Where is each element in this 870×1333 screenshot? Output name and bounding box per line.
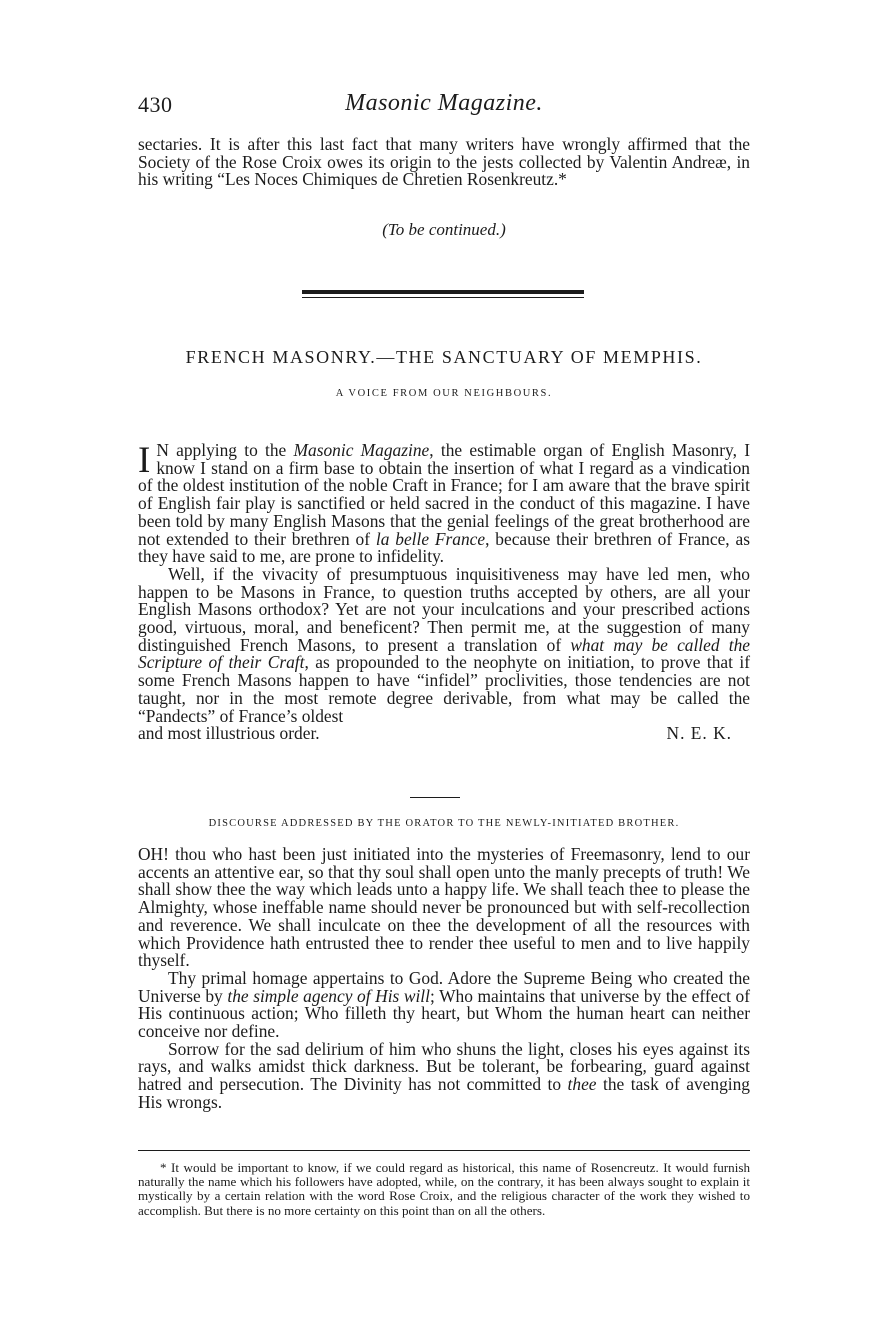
- signature-line: [138, 725, 750, 743]
- short-divider: [410, 797, 460, 798]
- drop-cap: I: [138, 440, 151, 481]
- running-title: Masonic Magazine.: [345, 90, 543, 116]
- intro-p1-text-c: , the estimable organ of English Masonry, I know I stand on a firm base to obtain the insertion of what I regard as a vindication of the oldest institution of the noble Craft in France; for I am aware that the brave spirit of English fair play is sanctified or held sacred in the conduct of this magazine. I have been told by many English Masons that the genial feelings of the great brotherhood are not extended to their brethren of: [138, 440, 750, 549]
- footnote-text: * It would be important to know, if we could regard as historical, this name of Rosencreutz. It would furnish naturally the name which his followers have adopted, while, on the contrary, it has been always sought to explain it mystically by a certain relation with the word Rose Croix, and the religious character of the work they wished to accomplish. But there is no more certainty on this point than on all the others.: [138, 1160, 750, 1218]
- discourse-paragraph-1: OH! thou who hast been just initiated into the mysteries of Freemasonry, lend to our accents an attentive ear, so that thy soul shall open unto the manly precepts of truth! We shall show thee the way which leads unto a happy life. We shall teach thee to please the Almighty, whose ineffable name should never be pronounced but with self-recollection and reverence. We shall inculcate on thee the development of all the resources with which Providence hath entrusted thee to render thee useful to men and to live happily thyself.: [138, 844, 750, 971]
- article-subtitle: A VOICE FROM OUR NEIGHBOURS.: [335, 388, 553, 399]
- intro-paragraph-1: [138, 442, 750, 566]
- discourse-p2-italic: the simple agency of His will: [227, 985, 430, 1006]
- discourse-p2-text-c: ; Who maintains that universe by the effect of His continuous action; Who filleth thy heart, but Whom the human heart can neither conceive nor define.: [138, 985, 751, 1042]
- discourse-paragraph-2: [138, 967, 751, 1042]
- discourse-body: [138, 846, 750, 1112]
- intro-p1-text-e: , because their brethren of France, as they have said to me, are prone to infidelity.: [138, 528, 750, 567]
- discourse-heading: DISCOURSE ADDRESSED BY THE ORATOR TO THE NEWLY-INITIATED BROTHER.: [208, 818, 680, 829]
- discourse-p3-italic: thee: [567, 1074, 597, 1095]
- continued-paragraph: sectaries. It is after this last fact that many writers have wrongly affirmed that the Society of the Rose Croix owes its origin to the jests collected by Valentin Andreæ, in his writing “Les Noces Chimiques de Chretien Rosenkreutz.*: [138, 134, 750, 190]
- intro-p2-text-a: Well, if the vivacity of presumptuous inquisitiveness may have led men, who happen to be Masons in France, to question truths accepted by others, are all your English Masons orthodox? Yet are not your inculcations and your prescribed actions good, virtuous, moral, and beneficent? Then permit me, at the suggestion of many distinguished French Masons, to present a translation of: [138, 563, 750, 655]
- continued-text-block: [138, 136, 750, 189]
- section-divider: [302, 290, 584, 298]
- article-intro: [138, 442, 750, 743]
- discourse-paragraph-3: [138, 1038, 750, 1112]
- discourse-p3-text-a: Sorrow for the sad delirium of him who shuns the light, closes his eyes against its rays, and walks amidst thick darkness. But be tolerant, be forbearing, guard against hatred and persecution. The Divinity has not committed to: [138, 1038, 750, 1095]
- intro-p1-la-belle-france: la belle France: [375, 528, 486, 549]
- article-title: FRENCH MASONRY.—THE SANCTUARY OF MEMPHIS.: [185, 347, 703, 367]
- intro-p1-magazine-name: Masonic Magazine: [293, 440, 430, 460]
- divider-thick-line: [302, 290, 584, 294]
- intro-last-line: and most illustrious order.: [138, 723, 320, 744]
- discourse-p3-text-c: the task of avenging His wrongs.: [138, 1074, 750, 1112]
- intro-p2-scripture: what may be called the Scripture of their Craft: [138, 634, 750, 673]
- divider-thin-line: [302, 297, 584, 298]
- discourse-p2-text-a: Thy primal homage appertains to God. Adore the Supreme Being who created the Universe by: [138, 967, 750, 1006]
- to-be-continued: (To be continued.): [382, 220, 506, 239]
- intro-paragraph-2: [138, 563, 751, 726]
- footnote: [138, 1161, 750, 1218]
- page-header: [138, 86, 750, 120]
- author-signature: N. E. K.: [666, 723, 732, 744]
- intro-p2-text-c: , as propounded to the neophyte on initiation, to prove that if some French Masons happen to have “infidel” proclivities, those tendencies are not taught, nor in the most remote degree derivable, from what may be called the “Pandects” of France’s oldest: [138, 652, 751, 726]
- page-number: 430: [138, 92, 173, 117]
- footnote-rule: [138, 1150, 750, 1151]
- intro-p1-text-a: N applying to the: [156, 440, 294, 460]
